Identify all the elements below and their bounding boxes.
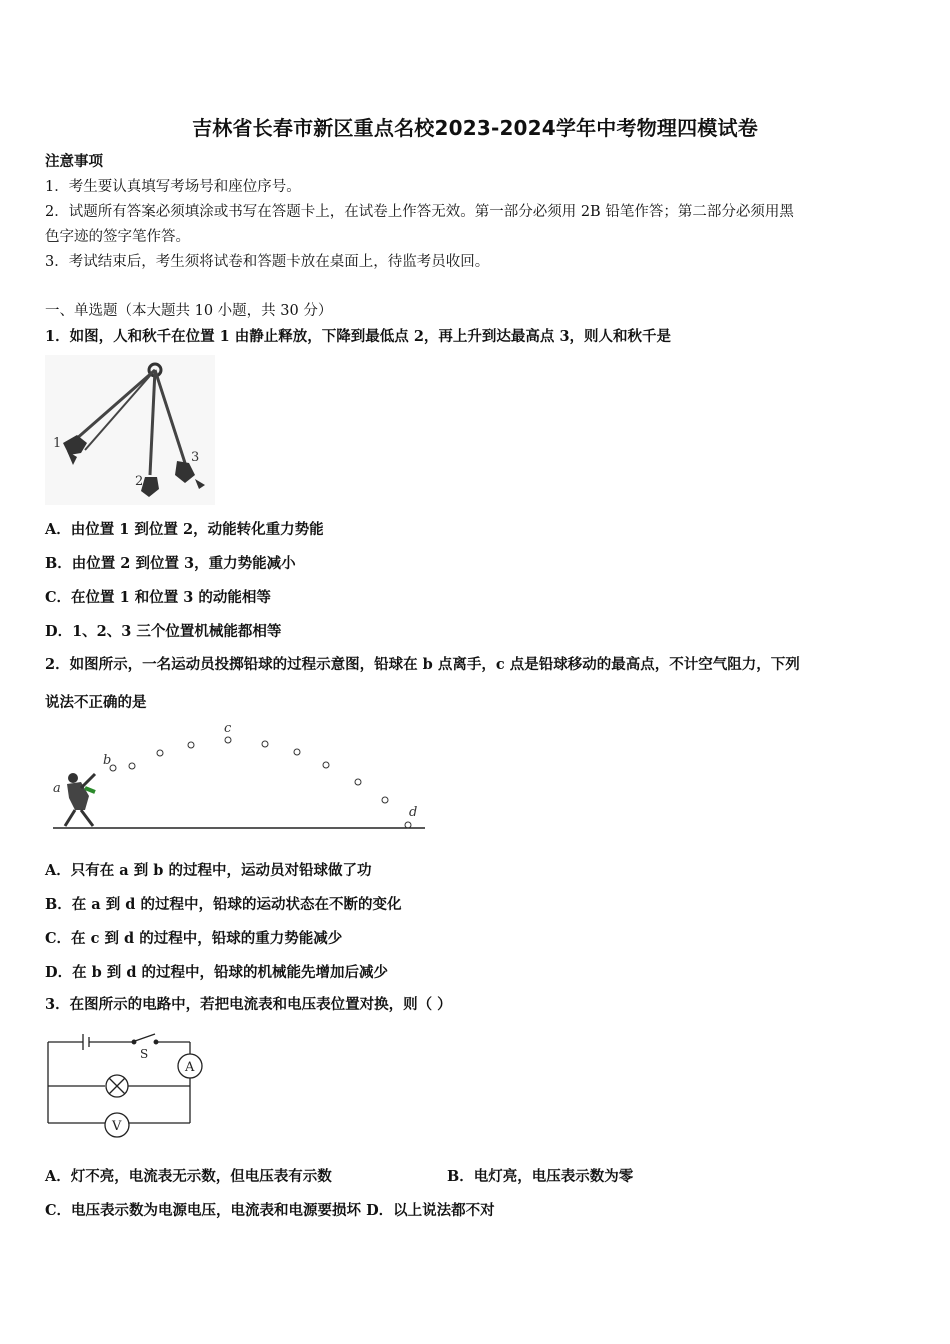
notice-item-2: 2．试题所有答案必须填涂或书写在答题卡上，在试卷上作答无效。第一部分必须用 2B 铅笔作答；第二部分必须用黑 <box>45 204 794 220</box>
shot-label-b: b <box>103 753 112 768</box>
q2-stem-line2: 说法不正确的是 <box>45 694 147 711</box>
ammeter-label: A <box>185 1060 195 1075</box>
q3-stem: 3．在图所示的电路中，若把电流表和电压表位置对换，则（ ） <box>45 996 452 1013</box>
swing-label-1: 1 <box>53 436 62 451</box>
q1-option-c: C．在位置 1 和位置 3 的动能相等 <box>45 589 271 606</box>
notice-item-1: 1．考生要认真填写考场号和座位序号。 <box>45 179 301 195</box>
swing-figure <box>45 355 215 505</box>
q2-option-b: B．在 a 到 d 的过程中，铅球的运动状态在不断的变化 <box>45 896 402 913</box>
q1-option-a: A．由位置 1 到位置 2，动能转化重力势能 <box>45 521 324 538</box>
q1-option-b: B．由位置 2 到位置 3，重力势能减小 <box>45 555 296 572</box>
swing-label-2: 2 <box>135 474 144 489</box>
q2-option-c: C．在 c 到 d 的过程中，铅球的重力势能减少 <box>45 930 343 947</box>
q3-option-a: A．灯不亮，电流表无示数，但电压表有示数 <box>45 1168 332 1185</box>
swing-label-3: 3 <box>191 450 200 465</box>
q2-option-d: D．在 b 到 d 的过程中，铅球的机械能先增加后减少 <box>45 964 389 981</box>
shot-label-a: a <box>53 781 61 796</box>
shot-label-c: c <box>224 721 232 736</box>
q2-stem-line1: 2．如图所示，一名运动员投掷铅球的过程示意图，铅球在 b 点离手，c 点是铅球移动的最高点，不计空气阻力，下列 <box>45 656 800 673</box>
shot-label-d: d <box>409 805 418 820</box>
notice-heading: 注意事项 <box>45 153 103 170</box>
section-heading: 一、单选题（本大题共 10 小题，共 30 分） <box>45 303 333 319</box>
notice-item-3: 3．考试结束后，考生须将试卷和答题卡放在桌面上，待监考员收回。 <box>45 254 490 270</box>
q3-option-b: B．电灯亮，电压表示数为零 <box>447 1168 634 1185</box>
q2-option-a: A．只有在 a 到 b 的过程中，运动员对铅球做了功 <box>45 862 372 879</box>
voltmeter-label: V <box>112 1119 122 1134</box>
q1-option-d: D．1、2、3 三个位置机械能都相等 <box>45 623 282 640</box>
q3-option-c-d: C．电压表示数为电源电压，电流表和电源要损坏 D．以上说法都不对 <box>45 1202 495 1219</box>
page-title: 吉林省长春市新区重点名校2023-2024学年中考物理四模试卷 <box>192 116 758 140</box>
q1-stem: 1．如图，人和秋千在位置 1 由静止释放，下降到最低点 2，再上升到达最高点 3，则人和秋千是 <box>45 328 672 345</box>
notice-item-2-cont: 色字迹的签字笔作答。 <box>45 229 190 245</box>
circuit-figure <box>45 1028 215 1143</box>
circuit-label-s: S <box>140 1047 149 1061</box>
shot-put-figure <box>45 718 435 833</box>
